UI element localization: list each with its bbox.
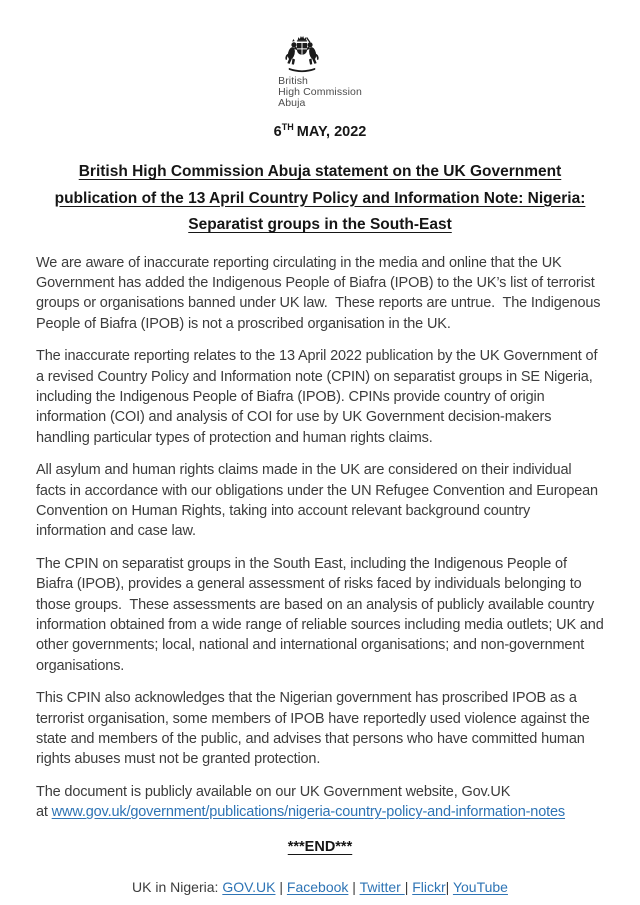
date-day: 6 (273, 124, 282, 140)
footer-separator: | (275, 878, 287, 895)
footer-separator: | (404, 878, 413, 895)
body-paragraph-5: This CPIN also acknowledges that the Nigerian government has proscribed IPOB as a terrorist organisation, some members of IPOB have reportedly used violence against the state and members of the public, and advises that persons who have committed human rights abuses must not be granted protection. (36, 690, 594, 768)
document-title: British High Commission Abuja statement on the UK Government publication of the 13 April Country Policy and Information Note: Nigeria: Separatist groups in the South-East (54, 163, 586, 233)
body-paragraph-4: The CPIN on separatist groups in the South East, including the Indigenous People of Biafra (IPOB), provides a general assessment of risks faced by individuals belonging to those groups. These assessments are based on an analysis of publicly available country information obtained from a wide range of reliable sources including media outlets; UK and other governments; local, national and international organisations; and non-government organisations. (36, 555, 608, 674)
availability-paragraph (36, 782, 604, 823)
footer-link-facebook[interactable]: Facebook (286, 878, 349, 895)
org-line-british: British (278, 75, 308, 87)
org-line-high-commission: High Commission (278, 86, 362, 98)
body-paragraph-3: All asylum and human rights claims made in the UK are considered on their individual facts in accordance with our obligations under the UN Refugee Convention and European Convention on Human Rights, taking into account relevant background country information and case law. (36, 462, 602, 540)
body-paragraph-2: The inaccurate reporting relates to the 13 April 2022 publication by the UK Government of a revised Country Policy and Information note (CPIN) on separatist groups in SE Nigeria, including the Indigenous People of Biafra (IPOB). CPINs provide country of origin information (COI) and analysis of COI for use by UK Government decision-makers handling particular types of protection and human rights claims. (36, 348, 602, 446)
end-marker: ***END*** (287, 838, 353, 855)
social-links-footer (36, 879, 604, 895)
bhc-logo (278, 34, 362, 109)
footer-link-youtube[interactable]: YouTube (452, 878, 508, 895)
body-paragraph-1: We are aware of inaccurate reporting circulating in the media and online that the UK Government has added the Indigenous People of Biafra (IPOB) to the UK’s list of terrorist groups or organisations banned under UK law. These reports are untrue. The Indigenous People of Biafra (IPOB) is not a proscribed organisation in the UK. (36, 254, 605, 332)
availability-line2-prefix: at (36, 804, 52, 821)
footer-prefix: UK in Nigeria: (132, 878, 223, 895)
royal-coat-of-arms-icon (280, 34, 324, 74)
letterhead (36, 34, 604, 239)
availability-line1: The document is publicly available on our UK Government website, Gov.UK (36, 783, 511, 800)
footer-link-flickr[interactable]: Flickr (412, 878, 446, 895)
date-rest: MAY, 2022 (296, 124, 367, 140)
document-date (36, 124, 604, 140)
footer-separator: | (348, 878, 360, 895)
org-line-abuja: Abuja (278, 97, 306, 109)
cpin-publication-link[interactable]: www.gov.uk/government/publications/nigeria-country-policy-and-information-notes (51, 804, 566, 821)
date-ordinal: TH (281, 122, 294, 133)
footer-separator: | (445, 878, 453, 895)
footer-link-twitter[interactable]: Twitter (359, 878, 405, 895)
statement-body (36, 253, 608, 855)
footer-link-govuk[interactable]: GOV.UK (222, 878, 276, 895)
org-name (278, 76, 362, 109)
